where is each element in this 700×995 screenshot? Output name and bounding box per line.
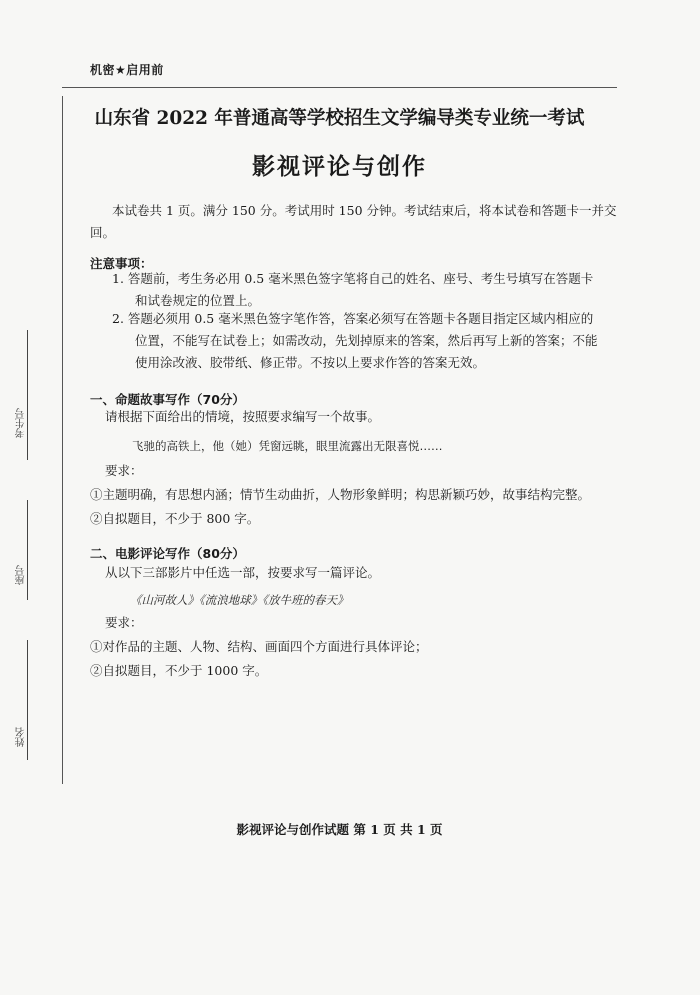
section-1-scenario: 飞驰的高铁上，他（她）凭窗远眺，眼里流露出无限喜悦…… xyxy=(132,439,443,453)
section-2-requirement-1: ①对作品的主题、人物、结构、画面四个方面进行具体评论； xyxy=(90,639,428,654)
side-line-exam-number xyxy=(27,330,28,460)
notes-heading: 注意事项： xyxy=(90,256,153,271)
section-1-instruction: 请根据下面给出的情境，按照要求编写一个故事。 xyxy=(105,409,381,424)
section-2-requirements-label: 要求： xyxy=(105,615,143,630)
side-label-name: 姓名 xyxy=(16,727,27,747)
notes-item-2-line-3: 使用涂改液、胶带纸、修正带。不按以上要求作答的答案无效。 xyxy=(135,355,486,370)
notes-item-1-line-1: 1. 答题前，考生务必用 0.5 毫米黑色签字笔将自己的姓名、座号、考生号填写在答题卡 xyxy=(112,271,594,286)
section-2-film-list: 《山河故人》《流浪地球》《放牛班的春天》 xyxy=(130,593,349,607)
top-rule xyxy=(62,87,617,88)
confidential-mark: 机密★启用前 xyxy=(90,63,164,77)
intro-line-1: 本试卷共 1 页。满分 150 分。考试用时 150 分钟。考试结束后，将本试卷和答题卡一并交 xyxy=(112,203,617,218)
notes-item-2-line-2: 位置，不能写在试卷上；如需改动，先划掉原来的答案，然后再写上新的答案；不能 xyxy=(135,333,598,348)
section-2-instruction: 从以下三部影片中任选一部，按要求写一篇评论。 xyxy=(105,565,381,580)
notes-item-2-line-1: 2. 答题必须用 0.5 毫米黑色签字笔作答，答案必须写在答题卡各题目指定区域内相应的 xyxy=(112,311,594,326)
margin-rule xyxy=(62,96,63,784)
exam-title: 山东省 2022 年普通高等学校招生文学编导类专业统一考试 xyxy=(94,108,585,129)
subject-title: 影视评论与创作 xyxy=(252,153,427,180)
section-1-requirement-1: ①主题明确，有思想内涵；情节生动曲折，人物形象鲜明；构思新颖巧妙，故事结构完整。 xyxy=(90,487,591,502)
side-line-name xyxy=(27,640,28,760)
side-label-exam-number: 考生号 xyxy=(16,408,27,438)
intro-line-2: 回。 xyxy=(90,225,116,240)
section-1-requirements-label: 要求： xyxy=(105,463,143,478)
section-2-requirement-2: ②自拟题目，不少于 1000 字。 xyxy=(90,663,268,678)
notes-item-1-line-2: 和试卷规定的位置上。 xyxy=(135,293,261,308)
page-footer: 影视评论与创作试题 第 1 页 共 1 页 xyxy=(236,822,443,837)
section-1-requirement-2: ②自拟题目，不少于 800 字。 xyxy=(90,511,260,526)
section-1-heading: 一、命题故事写作（70分） xyxy=(90,392,245,407)
side-label-seat: 座号 xyxy=(16,565,27,585)
section-2-heading: 二、电影评论写作（80分） xyxy=(90,546,245,561)
side-line-seat xyxy=(27,500,28,600)
